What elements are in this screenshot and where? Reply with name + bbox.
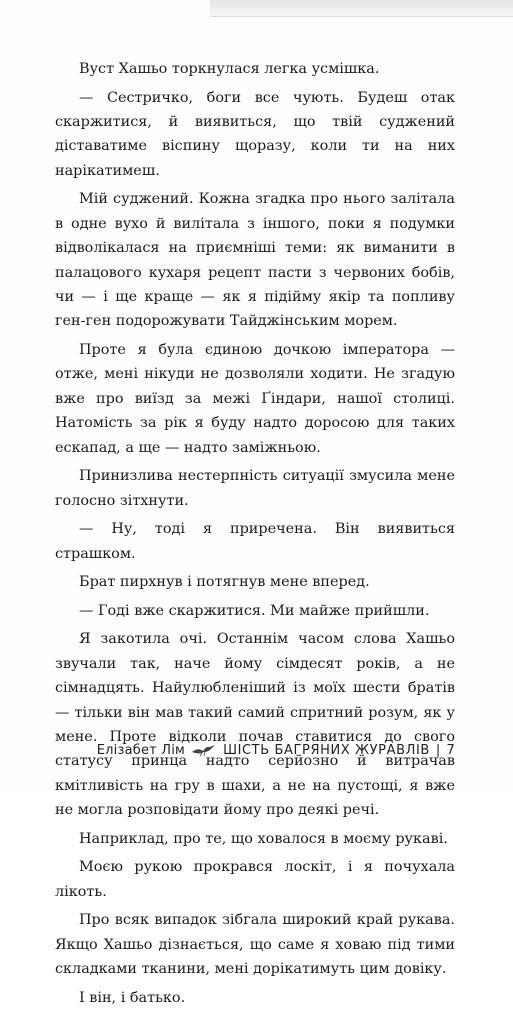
paragraph: Моєю рукою прокрався лоскіт, і я почухала лікоть. — [55, 859, 455, 900]
paragraph: Брат пирхнув і потягнув мене вперед. — [79, 574, 370, 591]
crane-icon — [191, 743, 217, 757]
scan-edge-shadow — [210, 0, 513, 17]
paragraph: Принизлива нестерпність ситуації змусила мене голосно зітхнути. — [55, 468, 455, 509]
paragraph: Про всяк випадок зібгала широкий край рукава. Якщо Хашьо дізнається, що саме я ховаю під тими складками тканини, мені дорікатимуть цим довіку. — [55, 912, 455, 978]
running-footer — [55, 739, 455, 761]
paragraph: Проте я була єдиною дочкою імператора — отже, мені нікуди не дозволяли ходити. Не згадую вже про виїзд за межі Ґіндари, нашої столиці. Натомість за рік я буду надто доросою для таких ескапад, а ще — надто заміжньою. — [55, 342, 455, 456]
paragraph: І він, і батько. — [79, 989, 186, 1006]
paragraph: Наприклад, про те, що ховалося в моєму рукаві. — [79, 830, 448, 847]
paragraph: — Сестричко, боги все чують. Будеш отак скаржитися, й виявиться, що твій суджений діставатиме віспину щоразу, коли ти на них нарікатимеш. — [55, 89, 455, 179]
paragraph: Я закотила очі. Останнім часом слова Хашьо звучали так, наче йому сімдесят років, а не сімнадцять. Найулюбленіший із моїх шести братів — тільки він мав такий самий спритний розум, як у мене. Проте відколи почав ставитися до свого статусу принца надто серйозно й витрачав кмітливість на гру в шахи, а не на пустощі, я вже не могла розповідати йому про деякі речі. — [55, 631, 455, 819]
paragraph: Вуст Хашьо торкнулася легка усмішка. — [79, 61, 380, 77]
footer-separator: | — [435, 742, 441, 758]
page-body — [55, 57, 455, 1014]
paragraph: — Ну, тоді я приречена. Він виявиться страшком. — [55, 521, 455, 562]
footer-book-title: ШІСТЬ БАГРЯНИХ ЖУРАВЛІВ — [223, 742, 430, 758]
page-number: 7 — [446, 742, 455, 758]
footer-author: Елізабет Лім — [96, 742, 186, 758]
paragraph: Мій суджений. Кожна згадка про нього залітала в одне вухо й вилітала з іншого, поки я подумки відволікалася на приємніші теми: як виманити в палацового кухаря рецепт пасти з червоних бобів, чи — і ще краще — як я підійму якір та попливу ген-ген подорожувати Тайджінським морем. — [55, 191, 455, 330]
paragraph: — Годі вже скаржитися. Ми майже прийшли. — [79, 602, 430, 619]
